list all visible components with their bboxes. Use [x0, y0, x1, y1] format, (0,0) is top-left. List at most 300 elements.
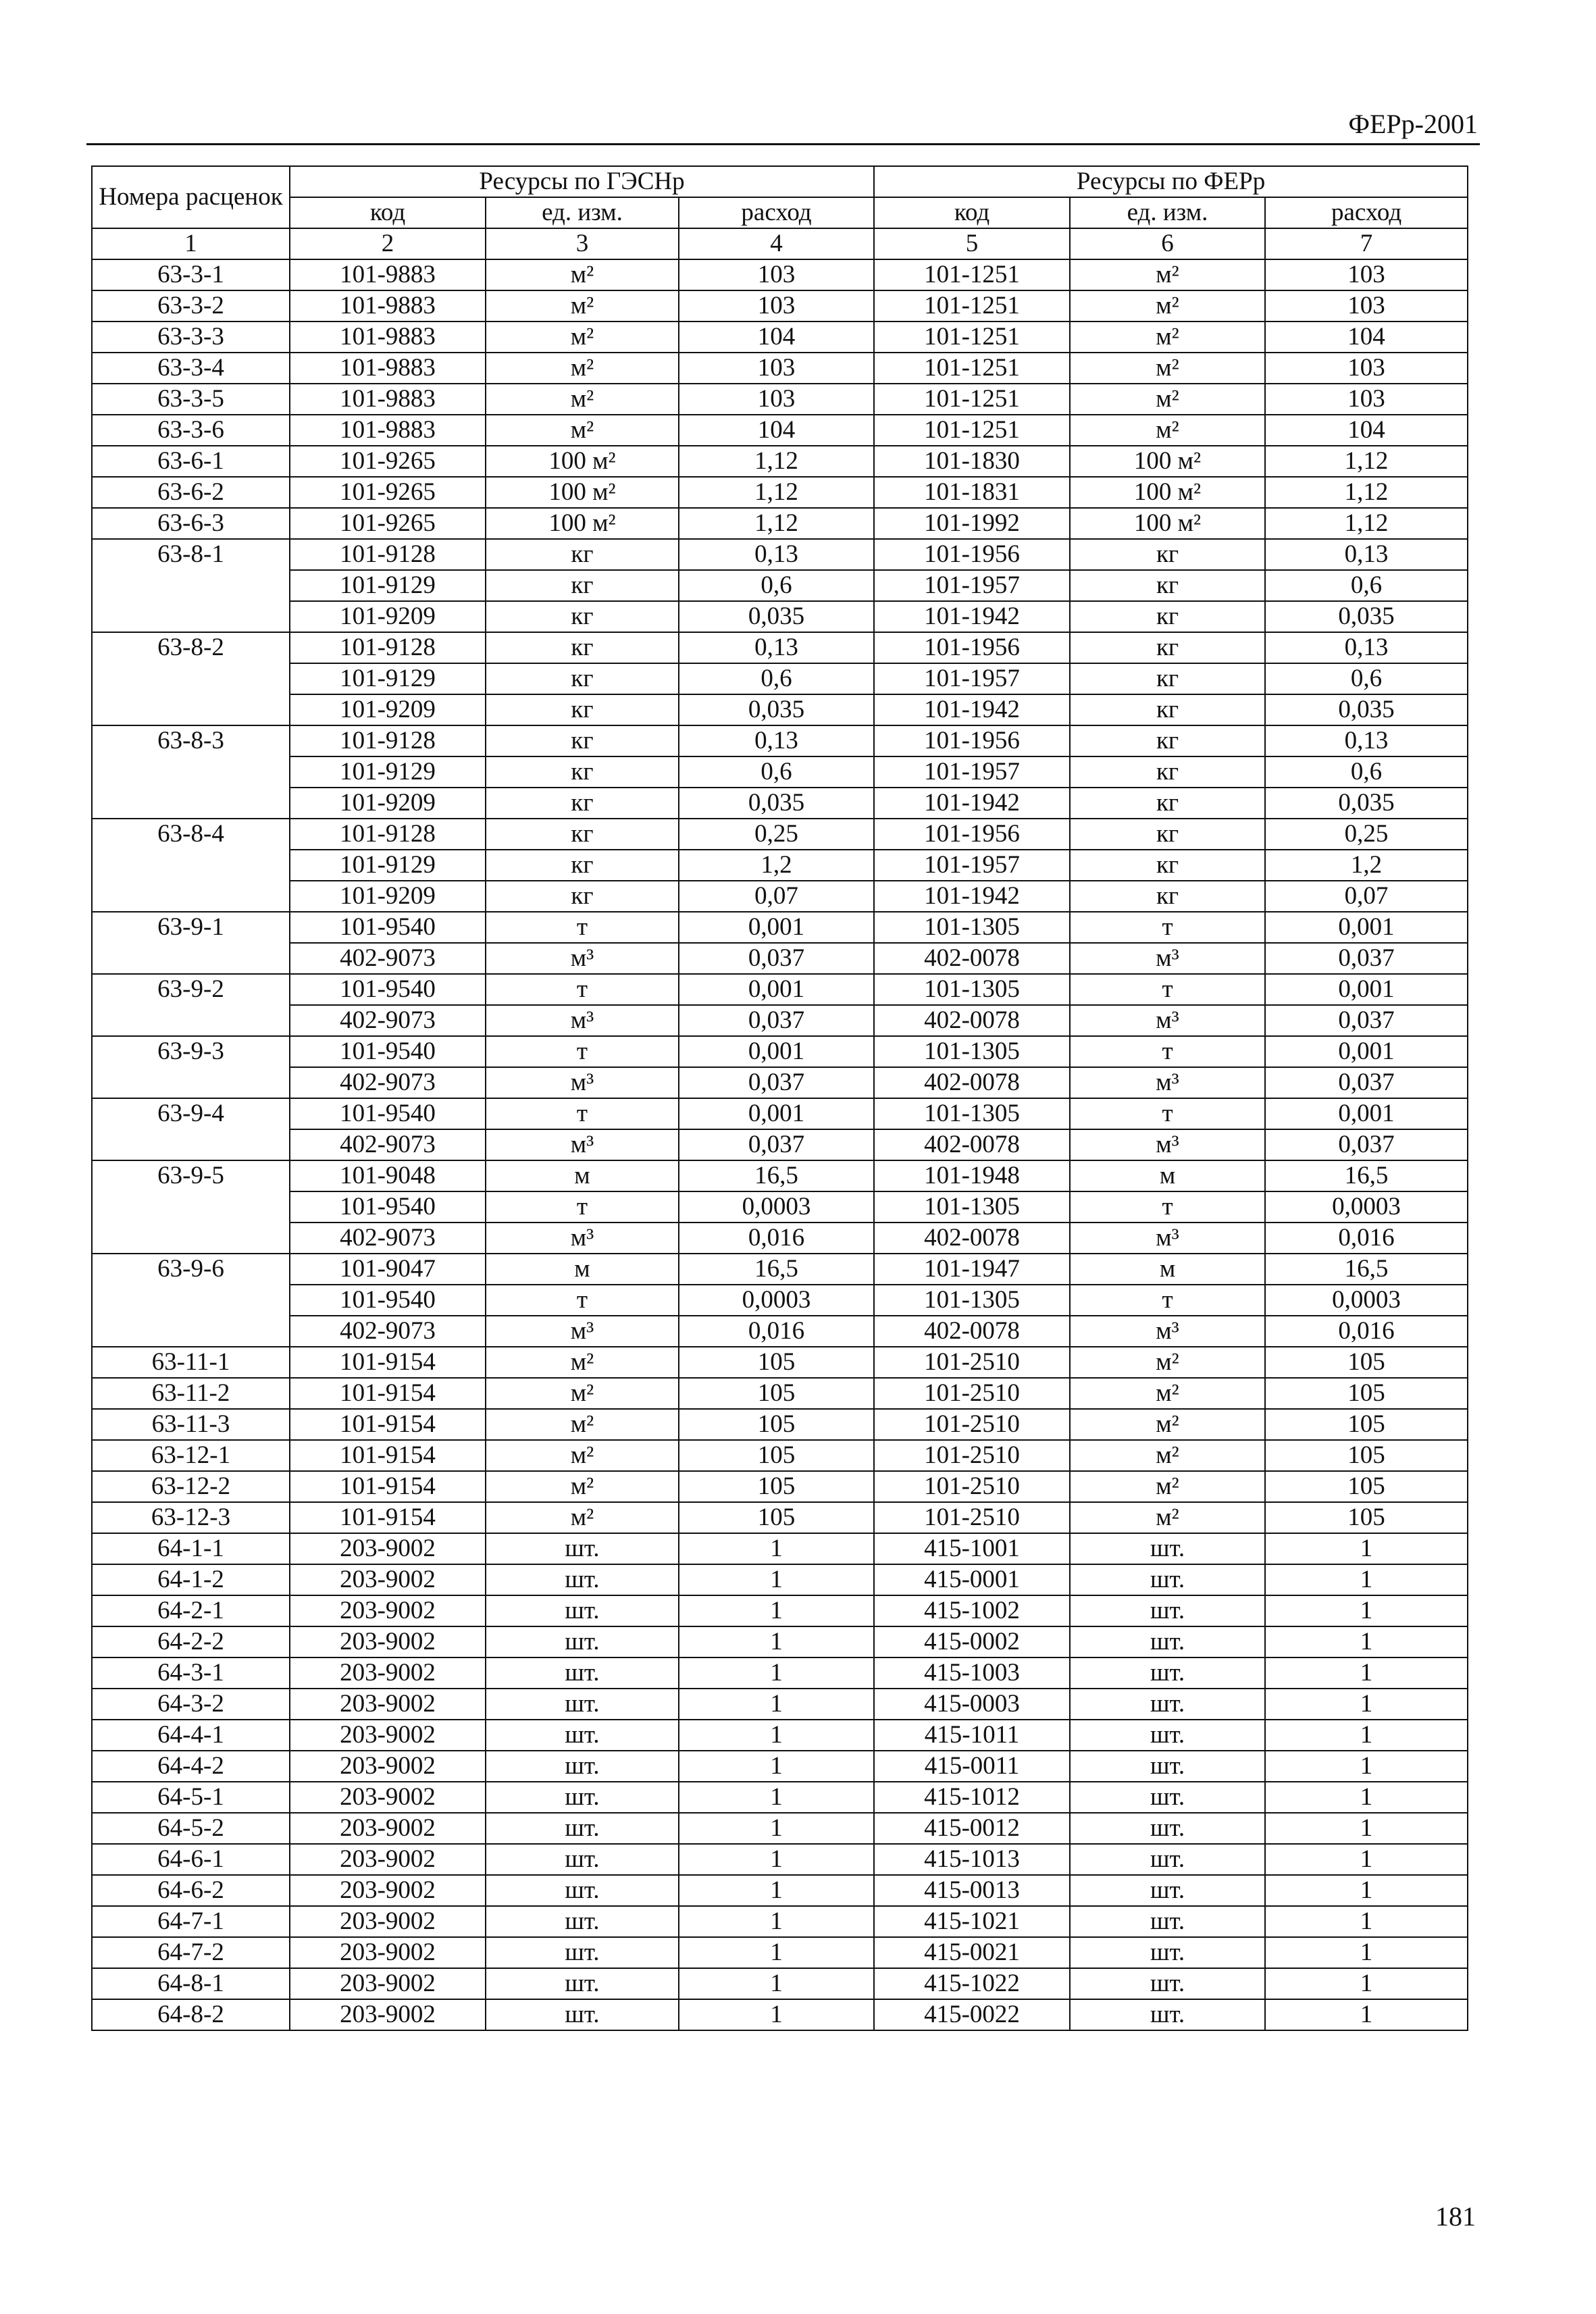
table-row: [92, 1999, 1468, 2030]
gesnr-unit-cell: м²: [486, 1440, 679, 1471]
ferr-qty-cell: 0,13: [1265, 725, 1468, 756]
rate-number-cell: 63-11-1: [92, 1347, 290, 1378]
gesnr-unit-cell: кг: [486, 694, 679, 725]
table-row: [92, 974, 1468, 1005]
ferr-qty-cell: 0,037: [1265, 1067, 1468, 1098]
table-row: [92, 1471, 1468, 1502]
ferr-code-cell: 415-1001: [874, 1533, 1070, 1564]
ferr-qty-cell: 103: [1265, 290, 1468, 322]
ferr-qty-cell: 0,001: [1265, 1098, 1468, 1129]
gesnr-unit-cell: кг: [486, 725, 679, 756]
gesnr-code-cell: 101-9883: [290, 384, 486, 415]
gesnr-code-cell: 101-9129: [290, 570, 486, 601]
ferr-code-cell: 402-0078: [874, 1316, 1070, 1347]
ferr-code-cell: 101-1956: [874, 539, 1070, 570]
gesnr-unit-cell: т: [486, 912, 679, 943]
ferr-qty-cell: 0,037: [1265, 943, 1468, 974]
gesnr-qty-cell: 105: [679, 1378, 874, 1409]
gesnr-unit-cell: м²: [486, 1502, 679, 1533]
rate-number-cell: 64-1-2: [92, 1564, 290, 1595]
table-row: [92, 1067, 1468, 1098]
gesnr-qty-cell: 16,5: [679, 1160, 874, 1191]
table-row: [92, 756, 1468, 788]
ferr-code-cell: 101-1251: [874, 384, 1070, 415]
gesnr-unit-cell: шт.: [486, 1533, 679, 1564]
ferr-unit-cell: кг: [1070, 725, 1265, 756]
group-header-ferr: Ресурсы по ФЕРр: [874, 166, 1468, 197]
ferr-code-cell: 415-0001: [874, 1564, 1070, 1595]
gesnr-qty-cell: 105: [679, 1409, 874, 1440]
table-row: [92, 1657, 1468, 1689]
ferr-unit-cell: шт.: [1070, 1999, 1265, 2030]
rate-number-cell: 64-6-1: [92, 1844, 290, 1875]
ferr-unit-cell: м: [1070, 1160, 1265, 1191]
ferr-code-cell: 415-0012: [874, 1813, 1070, 1844]
ferr-code-cell: 101-1956: [874, 725, 1070, 756]
ferr-unit-cell: м²: [1070, 384, 1265, 415]
rate-number-cell: 63-12-1: [92, 1440, 290, 1471]
table-row: [92, 446, 1468, 477]
ferr-unit-cell: шт.: [1070, 1782, 1265, 1813]
table-row: [92, 601, 1468, 632]
ferr-code-cell: 101-2510: [874, 1378, 1070, 1409]
rate-number-cell: 63-3-1: [92, 259, 290, 290]
gesnr-unit-cell: м²: [486, 290, 679, 322]
ferr-code-cell: 415-1021: [874, 1906, 1070, 1937]
ferr-qty-cell: 1: [1265, 1813, 1468, 1844]
rate-number-cell: 63-9-1: [92, 912, 290, 974]
ferr-code-cell: 101-1942: [874, 694, 1070, 725]
table-row: [92, 850, 1468, 881]
ferr-unit-cell: м²: [1070, 259, 1265, 290]
ferr-unit-cell: кг: [1070, 881, 1265, 912]
ferr-unit-cell: кг: [1070, 819, 1265, 850]
ferr-qty-cell: 0,6: [1265, 663, 1468, 694]
column-number: 1: [92, 228, 290, 259]
ferr-unit-cell: 100 м²: [1070, 508, 1265, 539]
rate-number-cell: 64-4-2: [92, 1751, 290, 1782]
rate-number-cell: 64-5-1: [92, 1782, 290, 1813]
ferr-code-cell: 101-1251: [874, 290, 1070, 322]
table-row: [92, 725, 1468, 756]
ferr-unit-cell: 100 м²: [1070, 446, 1265, 477]
ferr-code-cell: 402-0078: [874, 1223, 1070, 1254]
gesnr-code-cell: 101-9154: [290, 1347, 486, 1378]
gesnr-unit-cell: м²: [486, 1347, 679, 1378]
ferr-code-cell: 101-1831: [874, 477, 1070, 508]
ferr-unit-cell: т: [1070, 1285, 1265, 1316]
ferr-code-cell: 101-1957: [874, 570, 1070, 601]
gesnr-code-cell: 101-9883: [290, 259, 486, 290]
gesnr-unit-cell: м³: [486, 1067, 679, 1098]
table-row: [92, 570, 1468, 601]
ferr-code-cell: 101-2510: [874, 1347, 1070, 1378]
ferr-unit-cell: м²: [1070, 1440, 1265, 1471]
gesnr-qty-cell: 0,13: [679, 632, 874, 663]
gesnr-qty-cell: 1: [679, 1595, 874, 1626]
gesnr-qty-cell: 0,037: [679, 1067, 874, 1098]
ferr-unit-cell: м²: [1070, 1347, 1265, 1378]
gesnr-qty-cell: 1: [679, 1875, 874, 1906]
rate-number-cell: 64-7-2: [92, 1937, 290, 1968]
col-header-qty: расход: [679, 197, 874, 228]
gesnr-unit-cell: шт.: [486, 1968, 679, 1999]
ferr-unit-cell: м³: [1070, 1316, 1265, 1347]
gesnr-code-cell: 101-9209: [290, 881, 486, 912]
gesnr-unit-cell: кг: [486, 570, 679, 601]
gesnr-unit-cell: м²: [486, 384, 679, 415]
header-rule: [86, 143, 1480, 145]
table-row: [92, 663, 1468, 694]
rate-number-cell: 63-3-6: [92, 415, 290, 446]
gesnr-code-cell: 101-9209: [290, 788, 486, 819]
gesnr-unit-cell: т: [486, 1191, 679, 1223]
document-header: ФЕРр-2001: [1348, 109, 1478, 139]
gesnr-code-cell: 101-9128: [290, 819, 486, 850]
gesnr-code-cell: 101-9129: [290, 663, 486, 694]
rate-number-cell: 64-3-1: [92, 1657, 290, 1689]
table-header-row-2: [92, 197, 1468, 228]
table-row: [92, 1782, 1468, 1813]
rate-number-cell: 63-9-3: [92, 1036, 290, 1098]
ferr-qty-cell: 105: [1265, 1378, 1468, 1409]
ferr-qty-cell: 1: [1265, 1937, 1468, 1968]
ferr-unit-cell: т: [1070, 1036, 1265, 1067]
rate-number-cell: 63-6-3: [92, 508, 290, 539]
ferr-code-cell: 101-2510: [874, 1502, 1070, 1533]
gesnr-code-cell: 101-9129: [290, 850, 486, 881]
gesnr-qty-cell: 0,07: [679, 881, 874, 912]
gesnr-code-cell: 101-9265: [290, 508, 486, 539]
ferr-code-cell: 101-1957: [874, 663, 1070, 694]
rate-number-cell: 64-1-1: [92, 1533, 290, 1564]
gesnr-qty-cell: 0,001: [679, 1036, 874, 1067]
ferr-unit-cell: шт.: [1070, 1689, 1265, 1720]
rate-number-cell: 63-3-5: [92, 384, 290, 415]
gesnr-qty-cell: 0,016: [679, 1223, 874, 1254]
ferr-qty-cell: 1: [1265, 1844, 1468, 1875]
gesnr-qty-cell: 0,001: [679, 912, 874, 943]
table-row: [92, 1906, 1468, 1937]
gesnr-unit-cell: шт.: [486, 1689, 679, 1720]
ferr-qty-cell: 1: [1265, 1751, 1468, 1782]
table-row: [92, 1689, 1468, 1720]
ferr-code-cell: 101-1956: [874, 819, 1070, 850]
gesnr-code-cell: 402-9073: [290, 943, 486, 974]
ferr-unit-cell: м²: [1070, 322, 1265, 353]
gesnr-unit-cell: т: [486, 1098, 679, 1129]
ferr-qty-cell: 103: [1265, 353, 1468, 384]
ferr-qty-cell: 1,12: [1265, 508, 1468, 539]
col-header-rates: Номера расценок: [92, 166, 290, 228]
rate-number-cell: 64-6-2: [92, 1875, 290, 1906]
ferr-qty-cell: 105: [1265, 1347, 1468, 1378]
gesnr-qty-cell: 1: [679, 1689, 874, 1720]
gesnr-unit-cell: кг: [486, 756, 679, 788]
gesnr-unit-cell: шт.: [486, 1844, 679, 1875]
ferr-qty-cell: 103: [1265, 384, 1468, 415]
gesnr-unit-cell: шт.: [486, 1657, 679, 1689]
gesnr-unit-cell: м²: [486, 1409, 679, 1440]
gesnr-qty-cell: 0,25: [679, 819, 874, 850]
ferr-code-cell: 101-1948: [874, 1160, 1070, 1191]
ferr-unit-cell: м²: [1070, 415, 1265, 446]
gesnr-qty-cell: 1,12: [679, 477, 874, 508]
ferr-unit-cell: шт.: [1070, 1968, 1265, 1999]
gesnr-qty-cell: 0,6: [679, 756, 874, 788]
gesnr-unit-cell: т: [486, 1285, 679, 1316]
ferr-qty-cell: 0,001: [1265, 912, 1468, 943]
gesnr-code-cell: 101-9128: [290, 725, 486, 756]
ferr-unit-cell: шт.: [1070, 1657, 1265, 1689]
rate-number-cell: 63-11-2: [92, 1378, 290, 1409]
table-row: [92, 384, 1468, 415]
ferr-code-cell: 101-1305: [874, 1036, 1070, 1067]
gesnr-qty-cell: 105: [679, 1440, 874, 1471]
gesnr-qty-cell: 105: [679, 1347, 874, 1378]
ferr-code-cell: 101-2510: [874, 1409, 1070, 1440]
ferr-code-cell: 101-1942: [874, 601, 1070, 632]
table-row: [92, 1502, 1468, 1533]
ferr-qty-cell: 105: [1265, 1471, 1468, 1502]
ferr-code-cell: 101-1947: [874, 1254, 1070, 1285]
gesnr-code-cell: 203-9002: [290, 1751, 486, 1782]
rate-number-cell: 63-9-5: [92, 1160, 290, 1254]
gesnr-qty-cell: 104: [679, 322, 874, 353]
rate-number-cell: 63-12-3: [92, 1502, 290, 1533]
gesnr-unit-cell: 100 м²: [486, 446, 679, 477]
table-row: [92, 694, 1468, 725]
column-number-row: [92, 228, 1468, 259]
rate-number-cell: 64-4-1: [92, 1720, 290, 1751]
table-row: [92, 290, 1468, 322]
ferr-code-cell: 415-0003: [874, 1689, 1070, 1720]
ferr-code-cell: 101-1251: [874, 415, 1070, 446]
gesnr-code-cell: 101-9129: [290, 756, 486, 788]
ferr-qty-cell: 0,035: [1265, 601, 1468, 632]
gesnr-qty-cell: 103: [679, 384, 874, 415]
ferr-qty-cell: 1: [1265, 1906, 1468, 1937]
table-row: [92, 1720, 1468, 1751]
column-number: 2: [290, 228, 486, 259]
ferr-code-cell: 101-1992: [874, 508, 1070, 539]
ferr-code-cell: 101-1251: [874, 353, 1070, 384]
rate-number-cell: 64-3-2: [92, 1689, 290, 1720]
ferr-unit-cell: м³: [1070, 1129, 1265, 1160]
ferr-unit-cell: шт.: [1070, 1533, 1265, 1564]
rate-number-cell: 63-3-3: [92, 322, 290, 353]
ferr-qty-cell: 16,5: [1265, 1254, 1468, 1285]
gesnr-code-cell: 101-9154: [290, 1502, 486, 1533]
ferr-qty-cell: 1: [1265, 1689, 1468, 1720]
gesnr-unit-cell: м²: [486, 1471, 679, 1502]
col-header-unit: ед. изм.: [486, 197, 679, 228]
gesnr-qty-cell: 1: [679, 1968, 874, 1999]
table-row: [92, 1223, 1468, 1254]
ferr-code-cell: 101-1305: [874, 1285, 1070, 1316]
ferr-code-cell: 402-0078: [874, 1005, 1070, 1036]
ferr-qty-cell: 1,12: [1265, 446, 1468, 477]
table-row: [92, 1098, 1468, 1129]
table-row: [92, 477, 1468, 508]
gesnr-code-cell: 101-9540: [290, 1036, 486, 1067]
gesnr-qty-cell: 1,2: [679, 850, 874, 881]
ferr-code-cell: 101-1830: [874, 446, 1070, 477]
rate-number-cell: 64-5-2: [92, 1813, 290, 1844]
col-header-code: код: [874, 197, 1070, 228]
ferr-code-cell: 101-1251: [874, 322, 1070, 353]
gesnr-unit-cell: кг: [486, 819, 679, 850]
rate-number-cell: 63-12-2: [92, 1471, 290, 1502]
ferr-qty-cell: 1: [1265, 1564, 1468, 1595]
table-row: [92, 1191, 1468, 1223]
gesnr-unit-cell: кг: [486, 601, 679, 632]
ferr-code-cell: 402-0078: [874, 943, 1070, 974]
rate-number-cell: 63-3-4: [92, 353, 290, 384]
ferr-qty-cell: 0,6: [1265, 756, 1468, 788]
gesnr-qty-cell: 1: [679, 1626, 874, 1657]
gesnr-qty-cell: 0,016: [679, 1316, 874, 1347]
gesnr-unit-cell: кг: [486, 663, 679, 694]
gesnr-unit-cell: т: [486, 1036, 679, 1067]
table-row: [92, 1160, 1468, 1191]
gesnr-unit-cell: кг: [486, 881, 679, 912]
table-row: [92, 788, 1468, 819]
ferr-code-cell: 415-0002: [874, 1626, 1070, 1657]
table-row: [92, 1409, 1468, 1440]
ferr-unit-cell: м²: [1070, 353, 1265, 384]
gesnr-code-cell: 203-9002: [290, 1657, 486, 1689]
gesnr-unit-cell: м³: [486, 943, 679, 974]
gesnr-qty-cell: 1: [679, 1751, 874, 1782]
gesnr-qty-cell: 0,035: [679, 788, 874, 819]
gesnr-unit-cell: шт.: [486, 1937, 679, 1968]
ferr-unit-cell: шт.: [1070, 1626, 1265, 1657]
gesnr-unit-cell: шт.: [486, 1595, 679, 1626]
gesnr-qty-cell: 0,0003: [679, 1285, 874, 1316]
ferr-qty-cell: 1: [1265, 1657, 1468, 1689]
gesnr-qty-cell: 1: [679, 1720, 874, 1751]
table-row: [92, 1316, 1468, 1347]
gesnr-unit-cell: кг: [486, 788, 679, 819]
gesnr-code-cell: 402-9073: [290, 1223, 486, 1254]
gesnr-qty-cell: 1,12: [679, 446, 874, 477]
gesnr-unit-cell: 100 м²: [486, 477, 679, 508]
gesnr-qty-cell: 103: [679, 290, 874, 322]
ferr-qty-cell: 0,13: [1265, 632, 1468, 663]
ferr-qty-cell: 16,5: [1265, 1160, 1468, 1191]
ferr-unit-cell: шт.: [1070, 1875, 1265, 1906]
rate-number-cell: 63-6-1: [92, 446, 290, 477]
ferr-code-cell: 101-1942: [874, 788, 1070, 819]
gesnr-qty-cell: 105: [679, 1502, 874, 1533]
ferr-unit-cell: шт.: [1070, 1720, 1265, 1751]
ferr-code-cell: 415-0021: [874, 1937, 1070, 1968]
rate-number-cell: 63-3-2: [92, 290, 290, 322]
gesnr-unit-cell: шт.: [486, 1813, 679, 1844]
gesnr-code-cell: 402-9073: [290, 1005, 486, 1036]
ferr-code-cell: 415-1013: [874, 1844, 1070, 1875]
ferr-qty-cell: 0,07: [1265, 881, 1468, 912]
table-row: [92, 1813, 1468, 1844]
table-row: [92, 1254, 1468, 1285]
column-number: 6: [1070, 228, 1265, 259]
ferr-unit-cell: шт.: [1070, 1906, 1265, 1937]
ferr-code-cell: 101-1305: [874, 1191, 1070, 1223]
ferr-unit-cell: кг: [1070, 663, 1265, 694]
rate-number-cell: 64-2-1: [92, 1595, 290, 1626]
ferr-code-cell: 415-1022: [874, 1968, 1070, 1999]
table-row: [92, 1751, 1468, 1782]
gesnr-code-cell: 203-9002: [290, 1875, 486, 1906]
gesnr-code-cell: 402-9073: [290, 1316, 486, 1347]
ferr-qty-cell: 0,0003: [1265, 1285, 1468, 1316]
gesnr-code-cell: 203-9002: [290, 1813, 486, 1844]
ferr-code-cell: 415-0022: [874, 1999, 1070, 2030]
gesnr-code-cell: 203-9002: [290, 1782, 486, 1813]
ferr-qty-cell: 1: [1265, 1720, 1468, 1751]
ferr-qty-cell: 0,035: [1265, 788, 1468, 819]
ferr-unit-cell: кг: [1070, 756, 1265, 788]
table-row: [92, 1564, 1468, 1595]
ferr-unit-cell: м³: [1070, 1223, 1265, 1254]
table-row: [92, 1595, 1468, 1626]
gesnr-code-cell: 101-9048: [290, 1160, 486, 1191]
gesnr-qty-cell: 1: [679, 1533, 874, 1564]
gesnr-code-cell: 101-9540: [290, 1098, 486, 1129]
gesnr-code-cell: 203-9002: [290, 1968, 486, 1999]
ferr-code-cell: 415-1002: [874, 1595, 1070, 1626]
gesnr-unit-cell: м³: [486, 1316, 679, 1347]
ferr-unit-cell: шт.: [1070, 1844, 1265, 1875]
column-number: 7: [1265, 228, 1468, 259]
ferr-code-cell: 101-1957: [874, 850, 1070, 881]
ferr-unit-cell: т: [1070, 912, 1265, 943]
gesnr-qty-cell: 0,6: [679, 570, 874, 601]
ferr-unit-cell: м²: [1070, 1471, 1265, 1502]
gesnr-qty-cell: 0,035: [679, 601, 874, 632]
ferr-code-cell: 415-1011: [874, 1720, 1070, 1751]
ferr-unit-cell: м²: [1070, 1409, 1265, 1440]
ferr-qty-cell: 103: [1265, 259, 1468, 290]
ferr-code-cell: 101-1957: [874, 756, 1070, 788]
ferr-code-cell: 415-1003: [874, 1657, 1070, 1689]
gesnr-code-cell: 101-9540: [290, 974, 486, 1005]
ferr-qty-cell: 1,12: [1265, 477, 1468, 508]
table-row: [92, 819, 1468, 850]
ferr-unit-cell: м²: [1070, 290, 1265, 322]
ferr-qty-cell: 1: [1265, 1968, 1468, 1999]
gesnr-qty-cell: 0,037: [679, 1005, 874, 1036]
gesnr-qty-cell: 1,12: [679, 508, 874, 539]
ferr-unit-cell: шт.: [1070, 1813, 1265, 1844]
ferr-unit-cell: кг: [1070, 601, 1265, 632]
ferr-unit-cell: т: [1070, 1191, 1265, 1223]
gesnr-unit-cell: м²: [486, 259, 679, 290]
table-row: [92, 415, 1468, 446]
table-row: [92, 1285, 1468, 1316]
rate-number-cell: 63-9-2: [92, 974, 290, 1036]
gesnr-unit-cell: м²: [486, 415, 679, 446]
column-number: 4: [679, 228, 874, 259]
rate-number-cell: 63-8-2: [92, 632, 290, 725]
ferr-qty-cell: 0,037: [1265, 1005, 1468, 1036]
gesnr-qty-cell: 1: [679, 1937, 874, 1968]
rate-number-cell: 63-8-1: [92, 539, 290, 632]
gesnr-qty-cell: 103: [679, 259, 874, 290]
ferr-qty-cell: 0,0003: [1265, 1191, 1468, 1223]
table-row: [92, 881, 1468, 912]
